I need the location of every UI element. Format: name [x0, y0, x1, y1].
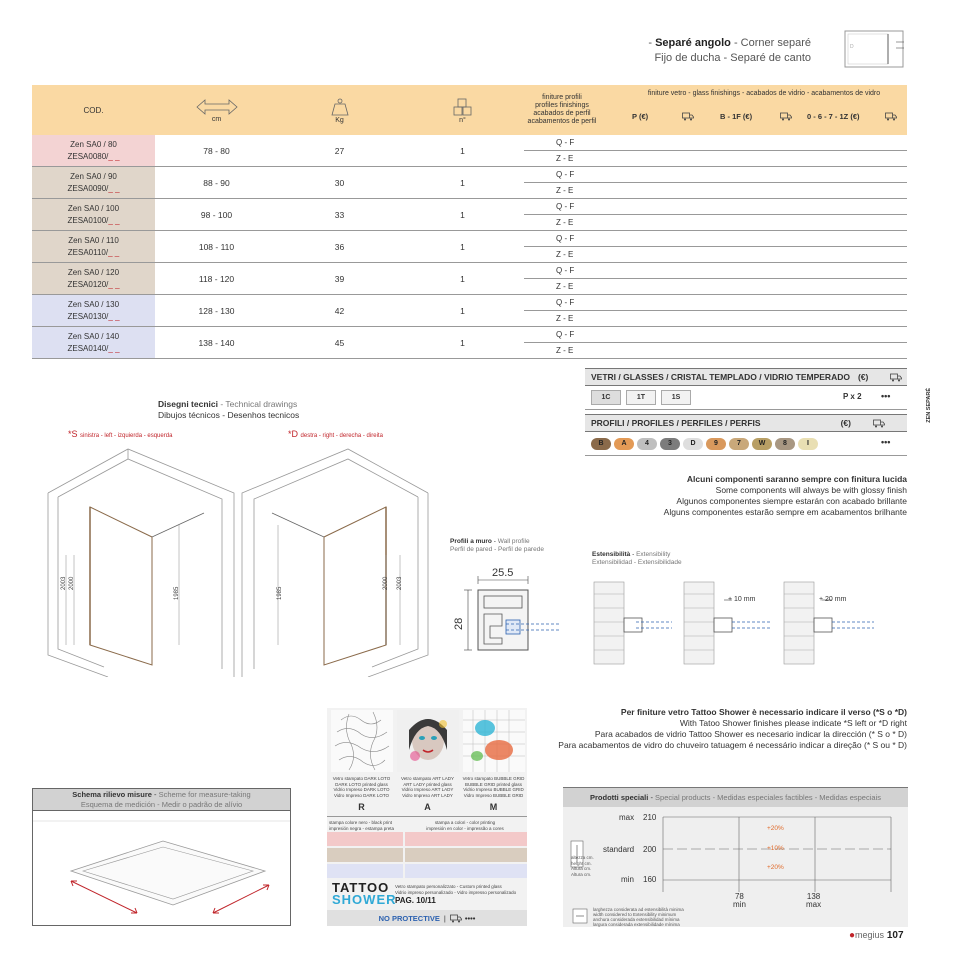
plus-20-mm: + 20 mm [819, 596, 847, 603]
row-product-name: Zen SA0 / 110 [68, 236, 119, 245]
label-max: max [619, 813, 635, 822]
row-code-suffix: _ _ [108, 280, 120, 289]
row-kg: 33 [334, 209, 345, 220]
swatch-row-pink [405, 832, 527, 846]
no-protective-bar [327, 910, 527, 926]
height-label [571, 855, 594, 877]
row-finish-2: Z - E [556, 218, 574, 227]
swatch-row-blue [327, 864, 403, 878]
row-n: 1 [460, 209, 465, 220]
bubble-grid-letter: M [489, 802, 498, 812]
row-finish-2: Z - E [556, 346, 574, 355]
row-code-suffix: _ _ [108, 152, 120, 161]
d-label-desc: destra - right - derecha - direita [300, 433, 383, 439]
col-kg [278, 85, 401, 135]
header-rest: Corner separé [740, 37, 811, 49]
truck-icon [890, 373, 902, 382]
width-label-line: largura considerada extensibilidade mínima [593, 922, 680, 927]
row-kg: 36 [334, 241, 345, 252]
tattoo-brand [332, 882, 397, 906]
glossy-note [664, 474, 907, 518]
row-n: 1 [460, 177, 465, 188]
tattoo-page-ref: PAG. 10/11 [395, 896, 436, 905]
black-print-line: stampa colore nero - black print [329, 820, 393, 825]
color-print-label [405, 820, 525, 831]
scheme-line2: Esquema de medición - Medir o padrão de alívio [80, 800, 243, 809]
dim-left-1985: 1985 [174, 586, 180, 600]
profile-swatch[interactable]: D [683, 438, 703, 450]
row-product-code: ZESA0130/ [67, 312, 109, 321]
row-product-name: Zen SA0 / 130 [67, 300, 120, 309]
row-finish-1: Q - F [524, 167, 907, 183]
col-finiture-vetro: finiture vetro - glass finishings - acabados de vidrio - acabamentos de vidro [647, 90, 881, 97]
wall-profile-drawing [450, 562, 562, 662]
dim-right-1985: 1985 [277, 586, 283, 600]
fp-3: acabados de perfil [533, 110, 591, 117]
table-body [32, 135, 907, 359]
glasses-currency: (€) [857, 372, 869, 382]
row-kg: 30 [334, 177, 345, 188]
col-cod: COD. [83, 105, 104, 115]
price-0: 0 - 6 - 7 - 1Z (€) [807, 112, 860, 121]
row-product-name: Zen SA0 / 80 [70, 140, 117, 149]
dim-left-2003: 2003 [61, 576, 67, 590]
truck-icon [873, 419, 885, 428]
row-n: 1 [460, 305, 465, 316]
custom-line: Vidrio impreso personalizado - Vidro impresso personalizado [395, 889, 517, 895]
dark-loto-letter: R [358, 802, 365, 812]
caption-line: DARK LOTO printed glass [335, 781, 388, 787]
row-n: 1 [460, 273, 465, 284]
brand-logo: megius [855, 930, 885, 940]
row-finish-1: Q - F [524, 135, 907, 151]
row-code-suffix: _ _ [108, 184, 120, 193]
no-protective-label: NO PROTECTIVE [378, 913, 440, 923]
row-code-cell [32, 295, 155, 326]
ext-line2: Extensibilidad - Extensibilidade [592, 559, 682, 566]
row-code-cell [32, 135, 155, 166]
ext-rest: Extensibility [636, 551, 671, 558]
scheme-header: Schema rilievo misure - Scheme for measure-taking Esquema de medición - Medir o padrão de alívio [33, 789, 290, 811]
caption-line: Vidrio Impreso DARK LOTO [333, 787, 390, 792]
table-row [32, 263, 907, 295]
profile-swatch[interactable]: A [614, 438, 634, 450]
col-cm [155, 85, 278, 135]
caption-line: Vidro Impreso BUBBLE GRID [463, 792, 524, 798]
caption-line: Vidro Impreso ART LADY [402, 792, 453, 798]
measure-scheme [32, 788, 291, 926]
value-200: 200 [643, 845, 657, 854]
d-label-text: *D [288, 429, 299, 439]
table-row [32, 295, 907, 327]
extensibility-title: Estensibilità - Extensibility Extensibilidad - Extensibilidade [592, 551, 682, 566]
row-product-code: ZESA0120/ [67, 280, 109, 289]
glasses-title: VETRI / GLASSES / CRISTAL TEMPLADO / VIDRIO TEMPERADO [591, 372, 850, 382]
table-row [32, 199, 907, 231]
col-finiture-profili [512, 85, 612, 135]
pct-20-top: +20% [767, 825, 784, 832]
measure-scheme-drawing [33, 811, 290, 925]
row-size: 78 - 80 [203, 145, 230, 156]
wall-height: 28 [453, 617, 465, 630]
table-row [32, 135, 907, 167]
special-rest: Special products - Medidas especiales factibles - Medidas especiais [655, 793, 881, 802]
glasses-options [585, 386, 907, 410]
s-label-text: *S [68, 429, 78, 439]
height-label-line: Altura cm. [571, 866, 592, 871]
glasses-panel [585, 368, 907, 456]
row-code-cell [32, 167, 155, 198]
caption-line: Vidrio Impreso ART LADY [401, 787, 454, 792]
truck-icon [780, 112, 792, 121]
tattoo-item-dark-loto [329, 708, 394, 812]
width-138-value: 138 [806, 892, 821, 901]
scheme-rest: Scheme for measure-taking [158, 790, 251, 799]
truck-icon [450, 914, 462, 923]
fp-1: finiture profili [542, 94, 582, 101]
price-p: P (€) [632, 112, 649, 121]
side-tab-line1: ZEN [926, 411, 932, 423]
width-78-value: 78 [734, 892, 744, 901]
swatch-list [591, 438, 821, 450]
value-210: 210 [643, 813, 657, 822]
tech-title-bold: Disegni tecnici [158, 399, 218, 409]
pct-10: +10% [767, 845, 784, 852]
row-finish-2: Z - E [556, 314, 574, 323]
col-n-label: n° [459, 116, 466, 124]
profile-dots: ••• [881, 437, 891, 447]
no-protective-sep: | [443, 913, 446, 923]
art-lady-caption [395, 776, 460, 798]
tattoo-note-line: Para acabados de vidrio Tattoo Shower es necesario indicar la dirección (* S o * D) [594, 729, 907, 739]
tattoo-brand-line1: TATTOO [332, 880, 390, 895]
profile-swatch[interactable]: W [752, 438, 772, 450]
profile-swatch[interactable]: B [591, 438, 611, 450]
col-cm-label: cm [211, 115, 222, 123]
corner-separe-icon [842, 28, 906, 70]
tattoo-note [558, 707, 907, 751]
width-138 [806, 893, 821, 909]
truck-icon [885, 112, 897, 121]
footer: ●megius 107 [849, 930, 904, 941]
row-n: 1 [460, 241, 465, 252]
wall-profile-title: Profili a muro - Wall profile Perfil de pared - Perfil de parede [450, 538, 544, 553]
tech-title-rest: Technical drawings [225, 399, 298, 409]
row-finish-1: Q - F [524, 295, 907, 311]
swatch-row-beige [405, 848, 527, 862]
header-bold: Separé angolo [655, 37, 731, 49]
fp-2: profiles finishings [535, 102, 589, 109]
dim-right-2000: 2000 [383, 576, 389, 590]
caption-line: ART LADY printed glass [403, 781, 452, 787]
row-code-cell [32, 263, 155, 294]
profiles-title: PROFILI / PROFILES / PERFILES / PERFIS [591, 418, 761, 428]
d-label [288, 429, 383, 439]
tattoo-note-line: Para acabamentos de vidro do chuveiro tatuagem é necessário indicar a direção (* S ou * D) [558, 740, 907, 750]
row-product-name: Zen SA0 / 90 [70, 172, 117, 181]
height-label-line: height cm. [571, 860, 592, 866]
glass-option-1s[interactable]: 1S [661, 390, 691, 405]
width-78 [733, 893, 746, 909]
tattoo-note-line: With Tatoo Shower finishes please indicate *S left or *D right [679, 718, 907, 728]
profile-swatch[interactable]: 8 [775, 438, 795, 450]
glossy-note-bold: Alcuni componenti saranno sempre con finitura lucida [686, 474, 907, 484]
profiles-header [585, 414, 907, 432]
caption-line: Vetro stampato DARK LOTO [332, 776, 391, 781]
profile-swatch[interactable]: 7 [729, 438, 749, 450]
swatch-row-beige [327, 848, 403, 862]
row-product-code: ZESA0100/ [67, 216, 109, 225]
tech-title-line2: Dibujos técnicos - Desenhos tecnicos [158, 410, 300, 420]
row-finish-2: Z - E [556, 186, 574, 195]
row-product-code: ZESA0080/ [67, 152, 109, 161]
row-finish-1: Q - F [524, 327, 907, 343]
row-finish-2: Z - E [556, 282, 574, 291]
width-138-label: max [806, 900, 822, 909]
svg-text:D: D [850, 44, 854, 50]
dark-loto-caption [329, 776, 394, 798]
profile-swatch[interactable]: 9 [706, 438, 726, 450]
black-print-label [329, 820, 401, 831]
technical-drawing-right [236, 445, 432, 677]
table-row [32, 167, 907, 199]
glass-px: P x 2 [843, 392, 862, 401]
width-78-label: min [733, 900, 746, 909]
tattoo-item-art-lady [395, 708, 460, 812]
art-lady-portrait-image [397, 710, 459, 772]
width-label [593, 907, 684, 927]
col-kg-label: Kg [335, 116, 344, 124]
dark-loto-pattern-image [331, 710, 393, 772]
wall-width: 25.5 [492, 567, 514, 579]
special-products [563, 787, 908, 927]
table-row [32, 327, 907, 359]
tattoo-shower-box [327, 708, 527, 926]
row-code-cell [32, 231, 155, 262]
color-print-line: stampa a colori - color printing [434, 820, 496, 825]
label-min: min [621, 875, 634, 884]
tattoo-note-bold: Per finiture vetro Tattoo Shower è necessario indicare il verso (*S o *D) [620, 707, 907, 717]
table-row [32, 231, 907, 263]
row-code-suffix: _ _ [108, 216, 120, 225]
no-protective-dots: •••• [464, 913, 476, 923]
color-print-line: impresión en color - impressão a cores [426, 825, 504, 831]
glass-option-1t[interactable]: 1T [626, 390, 656, 405]
custom-print-label [395, 884, 525, 895]
row-product-name: Zen SA0 / 120 [67, 268, 120, 277]
truck-icon [682, 112, 694, 121]
wall-profile-line2: Perfil de pared - Perfil de parede [450, 546, 544, 553]
art-lady-letter: A [424, 802, 431, 812]
product-table [32, 85, 907, 359]
wall-profile-bold: Profili a muro [450, 538, 492, 545]
row-product-name: Zen SA0 / 100 [67, 204, 120, 213]
row-finish-1: Q - F [524, 231, 907, 247]
swatch-row-pink [327, 832, 403, 846]
row-product-code: ZESA0090/ [67, 184, 109, 193]
fp-4: acabamentos de perfil [527, 118, 597, 125]
side-tab [926, 388, 933, 423]
header-title: - Separé angolo - Corner separé Fijo de ducha - Separé de canto [648, 37, 811, 64]
glossy-note-line: Algunos componentes siempre estarán con acabado brillante [676, 496, 907, 506]
row-code-cell [32, 327, 155, 358]
row-kg: 27 [334, 145, 345, 156]
caption-line: Vidro Impreso DARK LOTO [333, 792, 390, 798]
col-n [401, 85, 524, 135]
glass-dots: ••• [881, 391, 891, 401]
row-finish-2: Z - E [556, 154, 574, 163]
profile-swatches [585, 432, 907, 456]
glossy-note-line: Alguns componentes estarão sempre em acabamentos brilhante [663, 507, 907, 517]
plus-10-mm: + 10 mm [728, 596, 756, 603]
row-kg: 45 [334, 337, 345, 348]
row-size: 128 - 130 [198, 305, 235, 316]
width-label-line: larghezza considerata ad estensibilità minima [593, 907, 684, 912]
row-code-suffix: _ _ [108, 248, 120, 257]
profile-swatch[interactable]: I [798, 438, 818, 450]
row-code-suffix: _ _ [108, 312, 120, 321]
caption-line: Vidrio Impreso BUBBLE GRID [463, 787, 524, 792]
height-label-line: Altura cm. [571, 871, 592, 877]
glossy-note-line: Some components will always be with glossy finish [715, 485, 907, 495]
row-product-name: Zen SA0 / 140 [67, 332, 120, 341]
tattoo-brand-line2: SHOWER [332, 892, 397, 907]
caption-line: Vetro stampato BUBBLE GRID [462, 776, 525, 781]
bubble-grid-caption [461, 776, 526, 798]
swatch-row-blue [405, 864, 527, 878]
profile-swatch[interactable]: 4 [637, 438, 657, 450]
width-arrows-icon [195, 98, 239, 116]
profile-swatch[interactable]: 3 [660, 438, 680, 450]
scheme-bold: Schema rilievo misure [72, 790, 152, 799]
row-n: 1 [460, 145, 465, 156]
technical-drawing-left [44, 445, 240, 677]
row-size: 98 - 100 [200, 209, 233, 220]
row-size: 108 - 110 [198, 241, 235, 252]
row-kg: 42 [334, 305, 345, 316]
caption-line: BUBBLE GRID printed glass [464, 781, 523, 787]
page-number: 107 [886, 930, 904, 941]
dim-right-2003: 2003 [397, 576, 403, 590]
ext-bold: Estensibilità [592, 551, 631, 558]
special-chart [563, 807, 908, 927]
row-product-code: ZESA0110/ [67, 248, 109, 257]
boxes-icon [452, 97, 474, 117]
tattoo-item-bubble-grid [461, 708, 526, 812]
row-size: 88 - 90 [203, 177, 230, 188]
row-finish-1: Q - F [524, 263, 907, 279]
glasses-header [585, 368, 907, 386]
extensibility-diagram [592, 578, 882, 666]
glass-option-1c[interactable]: 1C [591, 390, 621, 405]
width-label-line: width considered to Extensibility minimum [593, 912, 677, 917]
pct-20-bottom: +20% [767, 864, 784, 871]
special-header: Prodotti speciali - Special products - Medidas especiales factibles - Medidas especiais [563, 787, 908, 807]
custom-line: Vetro stampato personalizzato - Custom printed glass [395, 884, 502, 889]
row-n: 1 [460, 337, 465, 348]
row-code-cell [32, 199, 155, 230]
dim-left-2000: 2000 [69, 576, 75, 590]
row-finish-2: Z - E [556, 250, 574, 259]
s-label [68, 429, 172, 439]
side-tab-line2: SEPARÉ [926, 388, 932, 411]
caption-line: Vetro stampato ART LADY [400, 776, 455, 781]
label-standard: standard [603, 845, 635, 854]
width-label-line: anchura considerada extensibilidad mínima [593, 917, 680, 922]
row-kg: 39 [334, 273, 345, 284]
row-size: 138 - 140 [198, 337, 235, 348]
special-bold: Prodotti speciali [590, 793, 649, 802]
row-size: 118 - 120 [198, 273, 235, 284]
s-label-desc: sinistra - left - izquierda - esquerda [80, 433, 173, 439]
bubble-grid-pattern-image [463, 710, 525, 772]
wall-profile-rest: Wall profile [497, 538, 530, 545]
value-160: 160 [643, 875, 657, 884]
row-code-suffix: _ _ [108, 344, 120, 353]
height-label-line: altezza cm. [571, 855, 594, 860]
tech-drawings-title: Disegni tecnici - Technical drawings Dibujos técnicos - Desenhos tecnicos [158, 399, 300, 420]
table-header [32, 85, 907, 135]
row-finish-1: Q - F [524, 199, 907, 215]
black-print-line: impresión negra - estampa preta [329, 825, 395, 831]
row-product-code: ZESA0140/ [67, 344, 109, 353]
weight-icon [330, 97, 350, 117]
profiles-currency: (€) [840, 418, 851, 428]
header-line2: Fijo de ducha - Separé de canto [654, 52, 811, 64]
price-b: B - 1F (€) [720, 112, 753, 121]
